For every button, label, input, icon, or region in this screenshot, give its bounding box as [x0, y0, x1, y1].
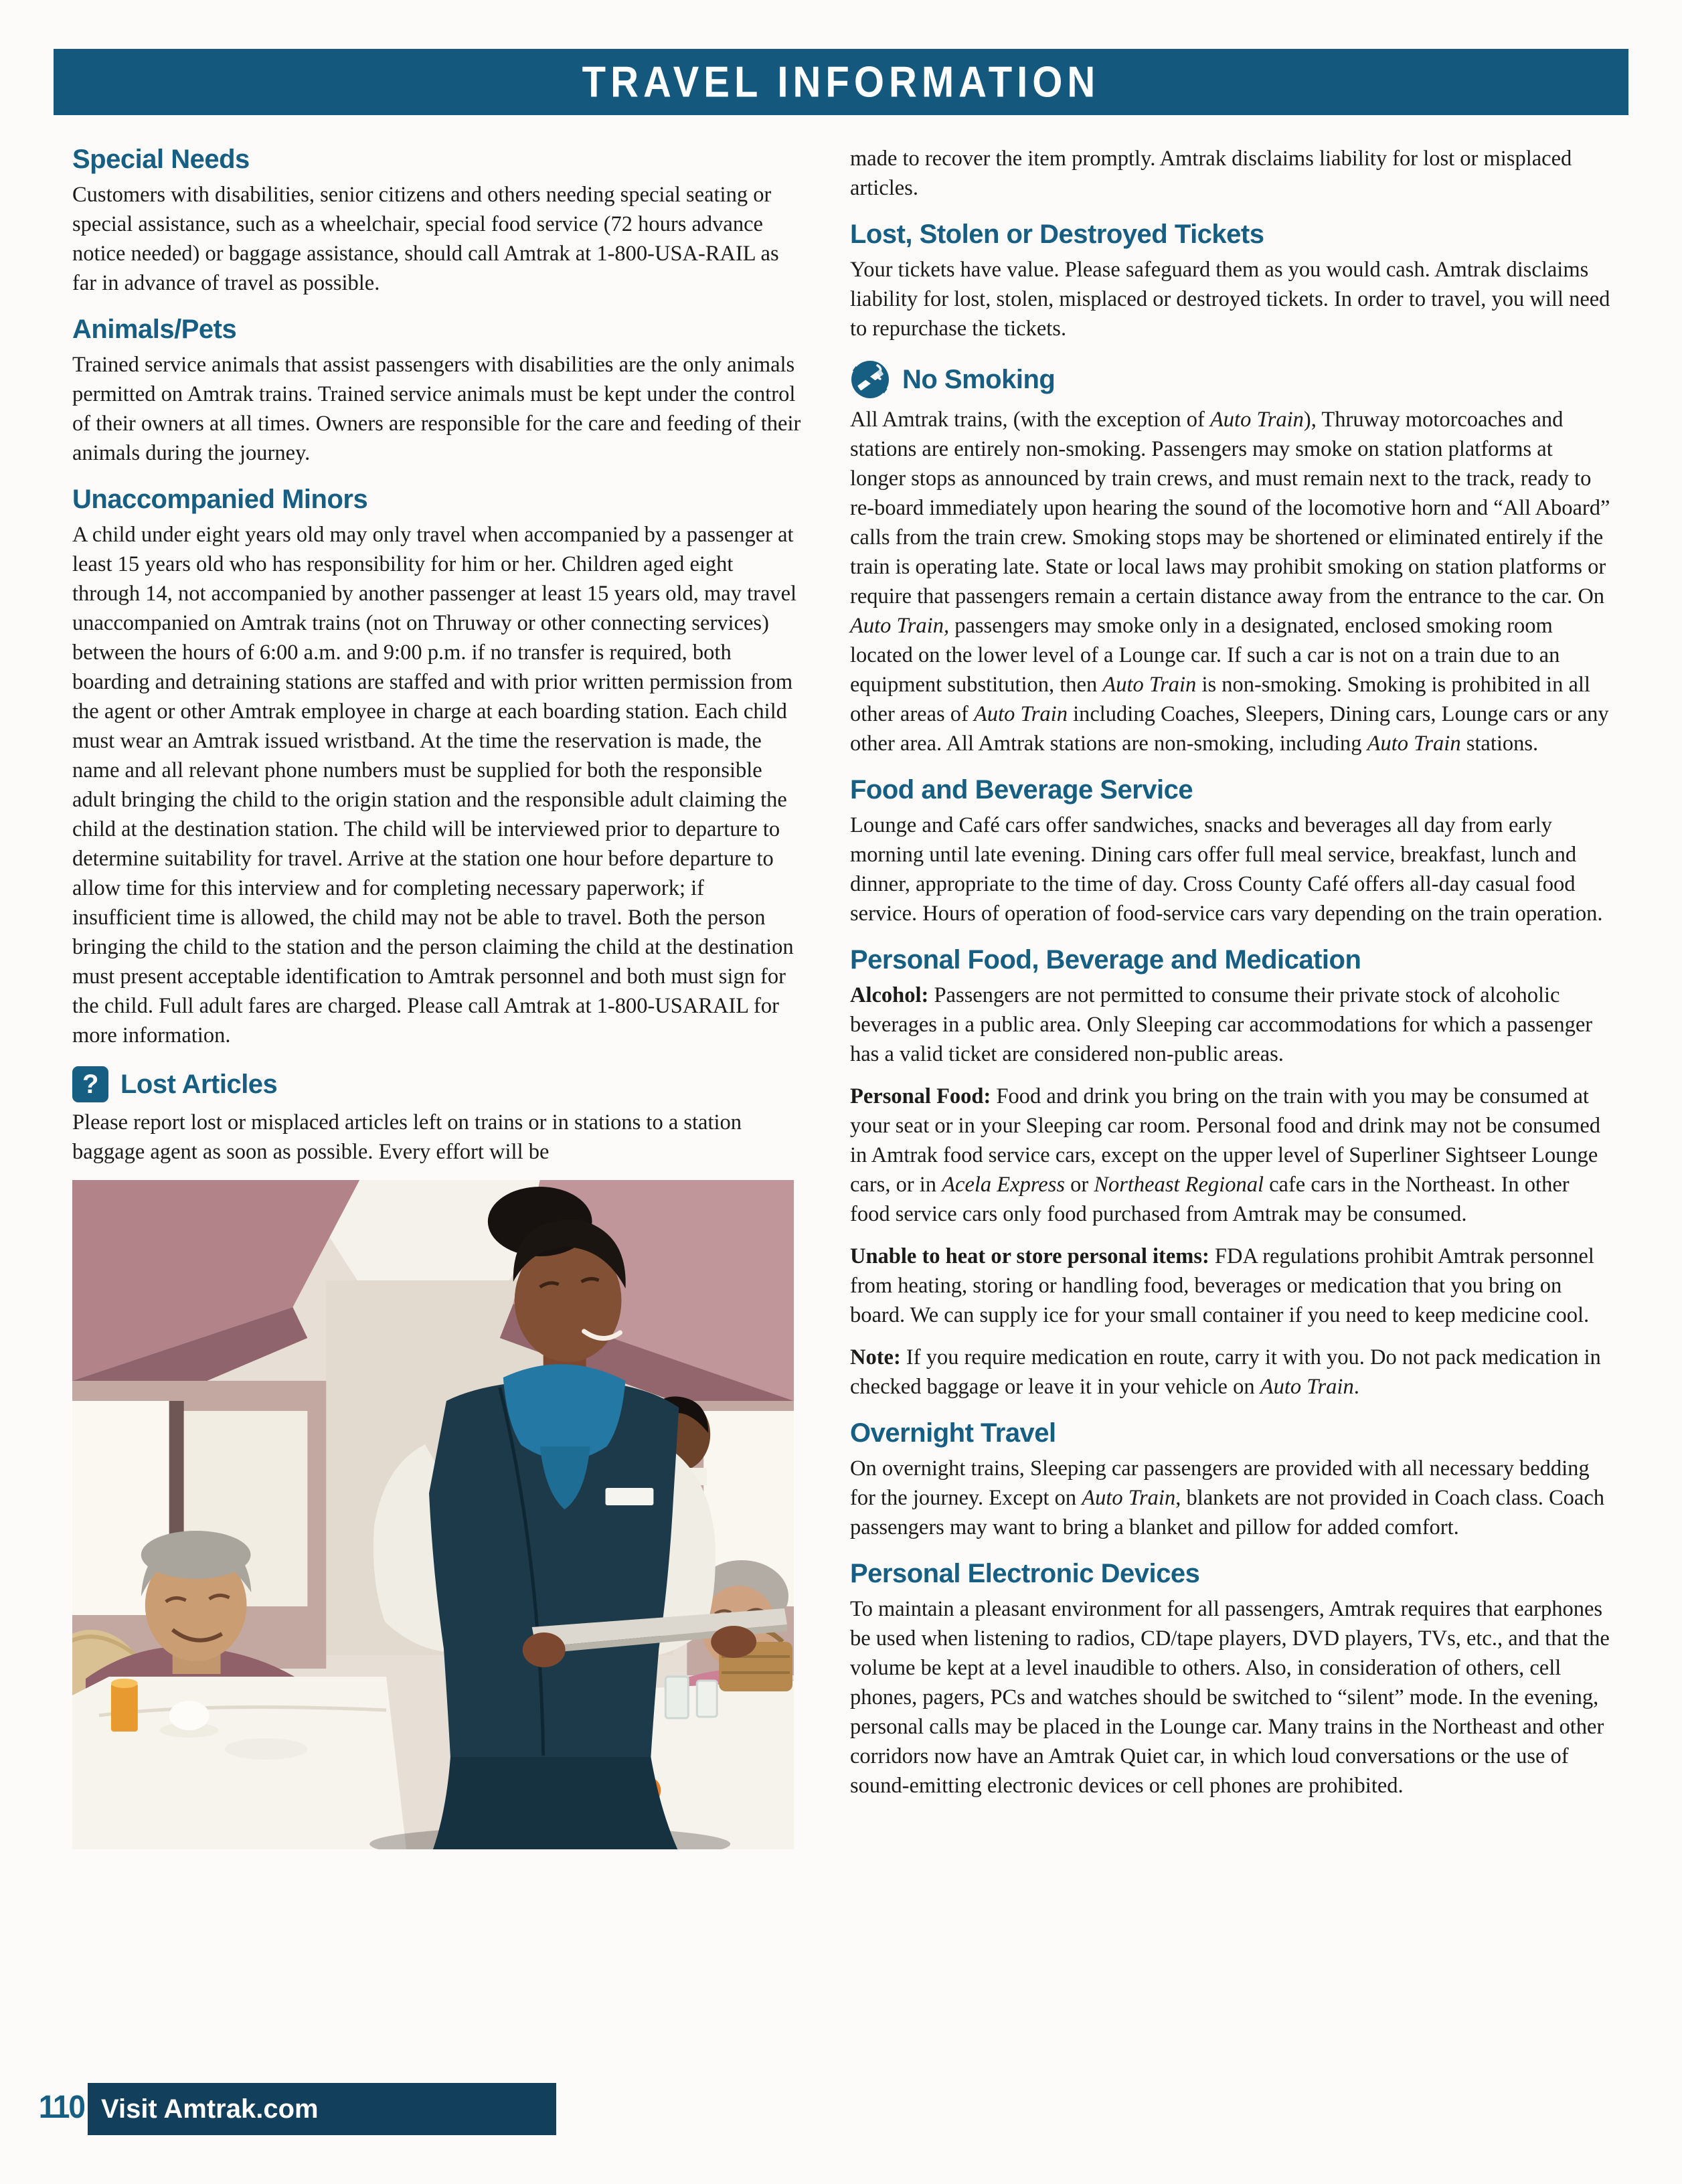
text-run: Trained service animals that assist passengers with disabilities are the only animals permitted on Amtrak trains. Trained service animals must be kept under the control of their owners at all times. Owners are responsible for the care and feeding of their animals during the journey.: [72, 353, 801, 465]
text-run: made to recover the item promptly. Amtrak disclaims liability for lost or misplaced articles.: [850, 147, 1572, 200]
text-run: If you require medication en route, carry it with you. Do not pack medication in checked baggage or leave it in your vehicle on: [850, 1345, 1601, 1399]
text-run: Passengers are not permitted to consume their private stock of alcoholic beverages in a public area. Only Sleeping car accommodations for which a passenger has a valid ticket are considered non-public areas.: [850, 983, 1593, 1066]
text-run: including Coaches, Sleepers, Dining cars, Lounge cars or any other area. All Amtrak stations are non-smoking, including: [850, 702, 1609, 756]
text-run: Your tickets have value. Please safeguard them as you would cash. Amtrak disclaims liability for lost, stolen, misplaced or destroyed tickets. In order to travel, you will need to repurchase the tickets.: [850, 258, 1610, 341]
text-run: , blankets are not provided in Coach class. Coach passengers may want to bring a blanket and pillow for added comfort.: [850, 1486, 1605, 1539]
section-heading: [850, 1418, 1612, 1448]
italic-run: Auto Train: [1367, 732, 1461, 756]
italic-run: Auto Train: [1260, 1375, 1354, 1399]
left-column: [72, 144, 802, 1849]
section-heading-text: Food and Beverage Service: [850, 775, 1193, 805]
body-paragraph: [850, 144, 1612, 203]
text-run: To maintain a pleasant environment for all passengers, Amtrak requires that earphones be used when listening to radios, CD/tape players, DVD players, TVs, etc., and that the volume be kept at a level inaudible to others. Also, in consideration of others, cell phones, pagers, PCs and watches should be switched to “silent” mode. In the evening, personal calls may be placed in the Lounge car. Many trains in the Northeast and other corridors now have an Amtrak Quiet car, in which loud conversations or the use of sound-emitting electronic devices or cell phones are prohibited.: [850, 1597, 1610, 1798]
text-run: Lounge and Café cars offer sandwiches, snacks and beverages all day from early morning until late evening. Dining cars offer full meal service, breakfast, lunch and dinner, appropriate to the time of day. Cross County Café offers all-day casual food service. Hours of operation of food-service cars vary depending on the train operation.: [850, 813, 1603, 926]
content-section: [72, 484, 802, 1050]
section-heading-text: No Smoking: [902, 365, 1056, 394]
body-paragraph: [850, 1343, 1612, 1402]
body-paragraph: [72, 1108, 802, 1167]
dining-car-photo: [72, 1180, 794, 1849]
body-paragraph: [850, 1242, 1612, 1330]
text-run: All Amtrak trains, (with the exception of: [850, 408, 1210, 432]
section-heading: [850, 944, 1612, 975]
body-paragraph: [850, 981, 1612, 1069]
bold-run: Personal Food:: [850, 1084, 991, 1108]
text-run: FDA regulations prohibit Amtrak personnel from heating, storing or handling food, beverages or medication that you bring on board. We can supply ice for your small container if you need to keep medicine cool.: [850, 1244, 1594, 1327]
section-heading: [72, 144, 802, 175]
page-title: TRAVEL INFORMATION: [582, 58, 1100, 106]
bold-run: Alcohol:: [850, 983, 929, 1007]
content-section: [850, 944, 1612, 1402]
body-paragraph: [850, 811, 1612, 928]
right-column: [850, 144, 1612, 1800]
content-section: [850, 1418, 1612, 1542]
body-paragraph: [72, 180, 802, 298]
content-section: [850, 774, 1612, 928]
section-heading-text: Personal Food, Beverage and Medication: [850, 945, 1361, 975]
text-run: ), Thruway motorcoaches and stations are entirely non-smoking. Passengers may smoke on station platforms at longer stops as announced by train crews, and must remain next to the track, ready to re-board immediately upon hearing the sound of the locomotive horn and “All Aboard” calls from the train crew. Smoking stops may be shortened or eliminated entirely if the train is operating late. State or local laws may prohibit smoking on station platforms or require that passengers remain a certain distance away from the entrance to the car. On: [850, 408, 1610, 608]
body-paragraph: [850, 1082, 1612, 1229]
text-run: passengers may smoke only in a designated, enclosed smoking room located on the lower level of a Lounge car. If such a car is not on a train due to an equipment substitution, then: [850, 614, 1560, 697]
question-icon: ?: [72, 1066, 108, 1102]
content-section: [72, 144, 802, 298]
no-smoking-icon: [850, 359, 890, 400]
body-paragraph: [850, 405, 1612, 758]
text-run: Customers with disabilities, senior citizens and others needing special seating or special assistance, such as a wheelchair, special food service (72 hours advance notice needed) or baggage assistance, should call Amtrak at 1-800-USA-RAIL as far in advance of travel as possible.: [72, 183, 779, 295]
section-heading: [72, 484, 802, 515]
content-section: [850, 219, 1612, 343]
left-table: [72, 1677, 406, 1849]
page-number: 110: [38, 2088, 84, 2125]
section-heading-text: Lost Articles: [120, 1070, 278, 1099]
section-heading: [850, 359, 1612, 400]
page-header-bar: [54, 49, 1628, 115]
body-paragraph: [850, 1454, 1612, 1542]
content-section: [72, 1066, 802, 1167]
dining-car-photo-illustration: [72, 1180, 794, 1849]
section-heading: [850, 774, 1612, 805]
section-heading: [850, 219, 1612, 250]
section-heading: [850, 1558, 1612, 1589]
text-run: On overnight trains, Sleeping car passengers are provided with all necessary bedding for the journey. Except on: [850, 1456, 1590, 1510]
section-heading-text: Special Needs: [72, 145, 250, 174]
body-paragraph: [850, 1594, 1612, 1800]
italic-run: Auto Train: [1102, 673, 1197, 697]
italic-run: Auto Train: [1209, 408, 1304, 432]
body-paragraph: [72, 350, 802, 468]
footer-label: Visit Amtrak.com: [101, 2094, 319, 2124]
no-smoking-glyph: [850, 359, 890, 400]
section-heading-text: Lost, Stolen or Destroyed Tickets: [850, 220, 1264, 249]
text-run: or: [1064, 1173, 1094, 1197]
content-section: [850, 359, 1612, 758]
italic-run: Northeast Regional: [1094, 1173, 1264, 1197]
text-run: A child under eight years old may only travel when accompanied by a passenger at least 15 years old who has responsibility for him or her. Children aged eight through 14, not accompanied by another passenger at least 15 years old, may travel unaccompanied on Amtrak trains (not on Thruway or other connecting services) between the hours of 6:00 a.m. and 9:00 p.m. if no transfer is required, both boarding and detraining stations are staffed and with prior written permission from the agent or other Amtrak employee in charge at each boarding station. Each child must wear an Amtrak issued wristband. At the time the reservation is made, the name and all relevant phone numbers must be supplied for both the responsible adult bringing the child to the origin station and the responsible adult claiming the child at the destination station. The child will be interviewed prior to departure to determine suitability for travel. Arrive at the station one hour before departure to allow time for this interview and for completing necessary paperwork; if insufficient time is allowed, the child may not be able to travel. Both the person bringing the child to the station and the person claiming the child at the destination must present acceptable identification to Amtrak personnel and both must sign for the child. Full adult fares are charged. Please call Amtrak at 1-800-USARAIL for more information.: [72, 523, 797, 1047]
left-column-sections: [72, 144, 802, 1167]
content-columns: [72, 144, 1612, 1849]
text-run: cafe cars in the Northeast. In other food service cars only food purchased from Amtrak may be consumed.: [850, 1173, 1570, 1226]
section-heading-text: Personal Electronic Devices: [850, 1559, 1200, 1588]
section-heading: [72, 1066, 802, 1102]
content-section: [72, 314, 802, 468]
section-heading-text: Unaccompanied Minors: [72, 485, 368, 514]
body-paragraph: [72, 520, 802, 1050]
italic-run: Auto Train,: [850, 614, 950, 638]
text-run: is non-smoking. Smoking is prohibited in all other areas of: [850, 673, 1590, 726]
content-section: [850, 144, 1612, 203]
bold-run: Unable to heat or store personal items:: [850, 1244, 1209, 1268]
bold-run: Note:: [850, 1345, 901, 1369]
section-heading: [72, 314, 802, 345]
body-paragraph: [850, 255, 1612, 343]
section-heading-text: Animals/Pets: [72, 315, 237, 344]
italic-run: Auto Train: [973, 702, 1068, 726]
text-run: Please report lost or misplaced articles left on trains or in stations to a station baggage agent as soon as possible. Every effort will be: [72, 1110, 742, 1164]
italic-run: Acela Express: [942, 1173, 1065, 1197]
section-heading-text: Overnight Travel: [850, 1418, 1056, 1448]
text-run: Food and drink you bring on the train with you may be consumed at your seat or in your Sleeping car room. Personal food and drink may not be consumed in Amtrak food service cars, except on the upper level of Superliner Sightseer Lounge cars, or in: [850, 1084, 1600, 1197]
text-run: stations.: [1460, 732, 1539, 756]
text-run: .: [1353, 1375, 1359, 1399]
footer-bar: [88, 2083, 556, 2135]
content-section: [850, 1558, 1612, 1800]
italic-run: Auto Train: [1082, 1486, 1176, 1510]
